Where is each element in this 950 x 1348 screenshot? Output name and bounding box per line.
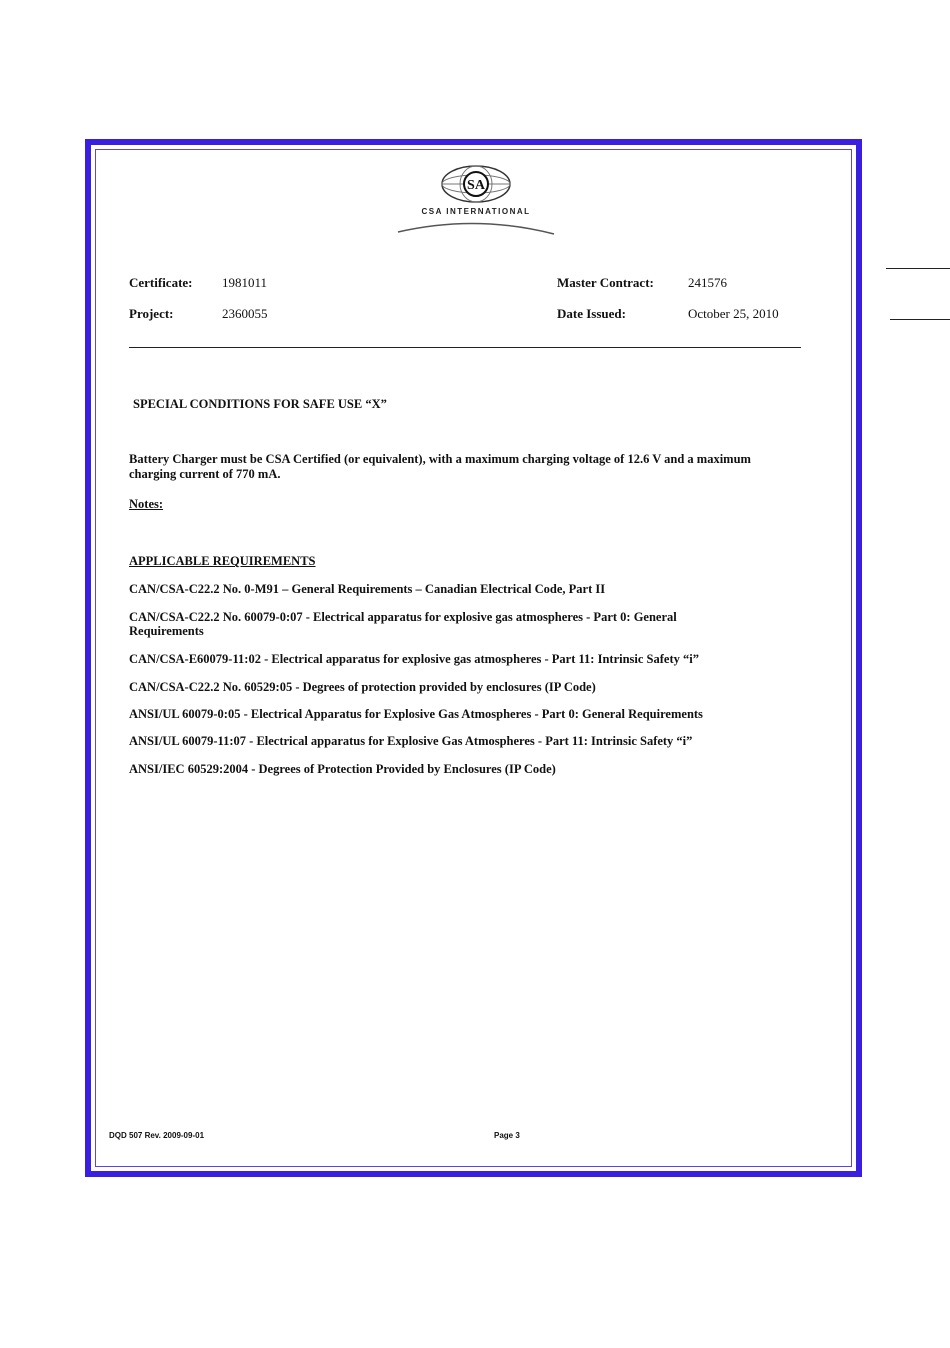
master-contract-value: 241576 <box>688 275 727 290</box>
margin-line <box>886 268 950 269</box>
header-divider <box>129 347 801 348</box>
date-issued-value: October 25, 2010 <box>688 306 779 321</box>
applicable-requirements-heading: APPLICABLE REQUIREMENTS <box>129 554 316 568</box>
notes-label: Notes: <box>129 497 164 511</box>
requirement-item: CAN/CSA-C22.2 No. 0-M91 – General Requirements – Canadian Electrical Code, Part II <box>129 582 606 596</box>
requirement-item: CAN/CSA-C22.2 No. 60079-0:07 - Electrical apparatus for explosive gas atmospheres - Part 0: General Requirements <box>129 610 677 638</box>
requirement-item: CAN/CSA-E60079-11:02 - Electrical apparatus for explosive gas atmospheres - Part 11: Intrinsic Safety “i” <box>129 652 699 666</box>
page-number: Page 3 <box>494 1131 520 1140</box>
requirement-item: ANSI/UL 60079-0:05 - Electrical Apparatus for Explosive Gas Atmospheres - Part 0: General Requirements <box>129 707 703 721</box>
certificate-value: 1981011 <box>222 275 268 290</box>
margin-line <box>890 319 950 320</box>
special-conditions-text: Battery Charger must be CSA Certified (or equivalent), with a maximum charging voltage of 12.6 V and a maximum charging current of 770 mA. <box>129 452 751 481</box>
requirement-item: CAN/CSA-C22.2 No. 60529:05 - Degrees of protection provided by enclosures (IP Code) <box>129 680 596 694</box>
project-label: Project: <box>129 306 174 321</box>
svg-text:SA: SA <box>467 178 485 193</box>
master-contract-label: Master Contract: <box>557 275 654 290</box>
requirement-item: ANSI/UL 60079-11:07 - Electrical apparatus for Explosive Gas Atmospheres - Part 11: Intrinsic Safety “i” <box>129 734 693 748</box>
requirement-item: ANSI/IEC 60529:2004 - Degrees of Protection Provided by Enclosures (IP Code) <box>129 762 556 776</box>
certificate-label: Certificate: <box>129 275 193 290</box>
project-value: 2360055 <box>222 306 268 321</box>
form-code: DQD 507 Rev. 2009-09-01 <box>109 1131 205 1140</box>
csa-logo-icon <box>396 164 556 240</box>
logo-text: CSA INTERNATIONAL <box>421 207 531 216</box>
date-issued-label: Date Issued: <box>557 306 626 321</box>
special-conditions-heading: SPECIAL CONDITIONS FOR SAFE USE “X” <box>133 397 387 411</box>
